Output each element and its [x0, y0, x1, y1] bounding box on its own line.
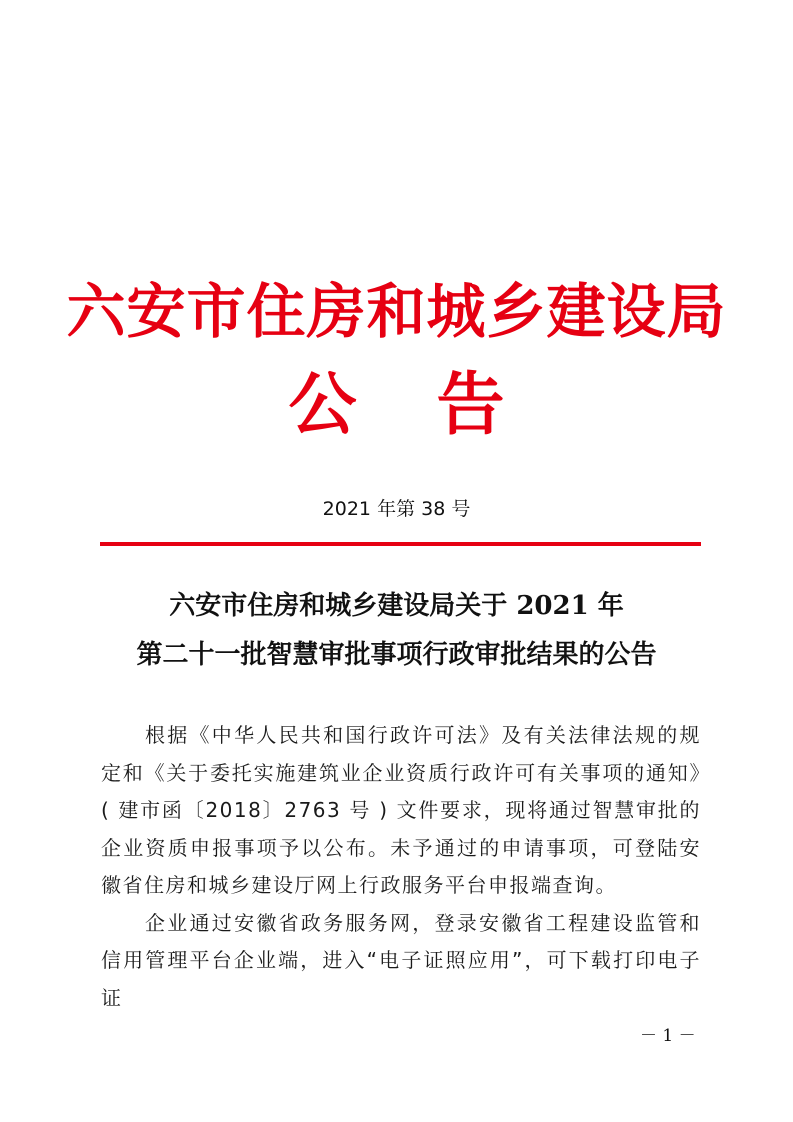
- body-paragraph-2: 企业通过安徽省政务服务网，登录安徽省工程建设监管和信用管理平台企业端，进入“电子证照应用”，可下载打印电子证: [101, 910, 701, 1010]
- page-number: － 1 －: [640, 1026, 696, 1046]
- headline-line-2: 第二十一批智慧审批事项行政审批结果的公告: [136, 640, 657, 670]
- body-paragraph-1: 根据《中华人民共和国行政许可法》及有关法律法规的规定和《关于委托实施建筑业企业资质行政许可有关事项的通知》( 建市函〔2018〕2763 号 ) 文件要求，现将通过智慧审批的企业资质申报事项予以公布。未予通过的申请事项，可登陆安徽省住房和城乡建设厅网上行政服务平台申报端查询。: [101, 723, 701, 897]
- body-text: [101, 717, 701, 1017]
- agency-title: 六安市住房和城乡建设局: [66, 277, 727, 346]
- document-number: 2021 年第 38 号: [322, 498, 471, 520]
- headline-line-1: 六安市住房和城乡建设局关于 2021 年: [169, 591, 624, 621]
- notice-heading: 公告: [288, 365, 585, 445]
- red-divider-line: [100, 542, 701, 546]
